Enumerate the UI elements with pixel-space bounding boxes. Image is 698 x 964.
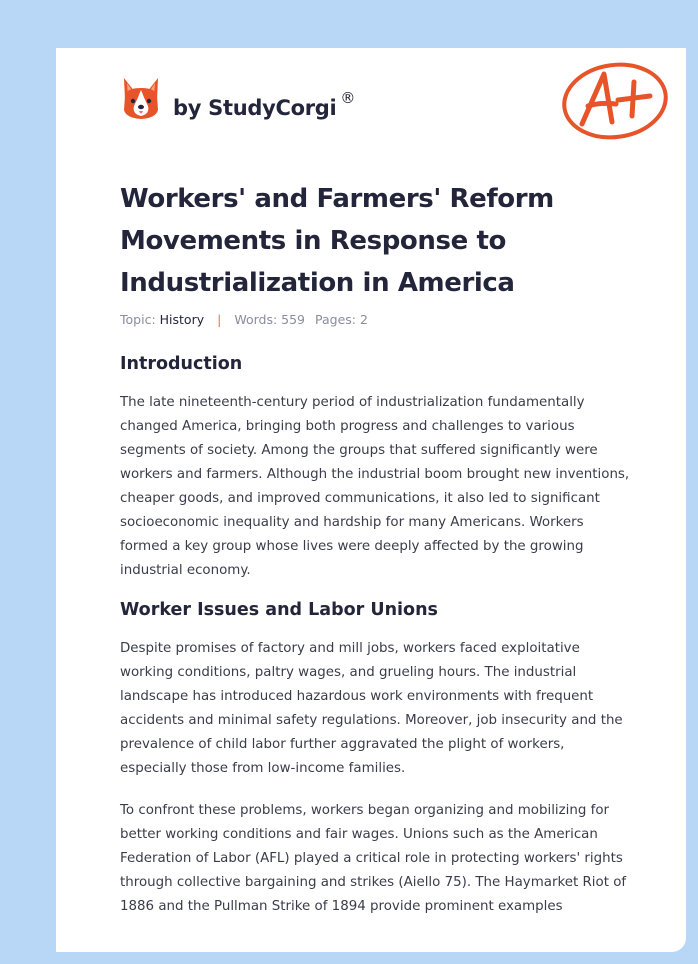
paragraph: To confront these problems, workers began organizing and mobilizing for better working conditions and fair wages. Unions such as the American Federation of Labor (AFL) played a critical role in protecting workers' rights through collective bargaining and strikes (Aiello 75). The Haymarket Riot of 1886 and the Pullman Strike of 1894 provide prominent examples — [120, 803, 627, 914]
studycorgi-logo[interactable] — [120, 76, 355, 122]
section-heading-introduction: Introduction — [120, 354, 243, 374]
topic-label: Topic: — [120, 312, 156, 327]
topic-link[interactable]: History — [159, 312, 205, 327]
words-label: Words: — [234, 312, 278, 327]
document-page — [56, 48, 686, 952]
pages-count: 2 — [359, 312, 368, 327]
paragraph: Despite promises of factory and mill jobs, workers faced exploitative working conditions, paltry wages, and grueling hours. The industrial landscape has introduced hazardous work environments with frequent accidents and minimal safety regulations. Moreover, job insecurity and the prevalence of child labor further aggravated the plight of workers, especially those from low-income families. — [120, 641, 623, 776]
grade-stamp-icon — [560, 60, 670, 142]
brand-name: by StudyCorgi ® — [173, 88, 356, 120]
paragraph: The late nineteenth-century period of industrialization fundamentally changed America, bringing both progress and challenges to various segments of society. Among the groups that suffered significantly were workers and farmers. Although the industrial boom brought new inventions, cheaper goods, and improved communications, it also led to significant socioeconomic inequality and hardship for many Americans. Workers formed a key group whose lives were deeply affected by the growing industrial economy. — [120, 395, 630, 578]
header — [120, 74, 650, 144]
article-meta — [120, 312, 368, 327]
corgi-icon — [120, 76, 162, 122]
meta-separator: | — [217, 312, 222, 327]
section-heading-worker-issues: Worker Issues and Labor Unions — [120, 600, 438, 620]
article-title: Workers' and Farmers' Reform Movements in Response to Industrialization in America — [120, 184, 554, 298]
registered-mark: ® — [340, 88, 356, 107]
words-count: 559 — [281, 312, 306, 327]
pages-label: Pages: — [315, 312, 356, 327]
